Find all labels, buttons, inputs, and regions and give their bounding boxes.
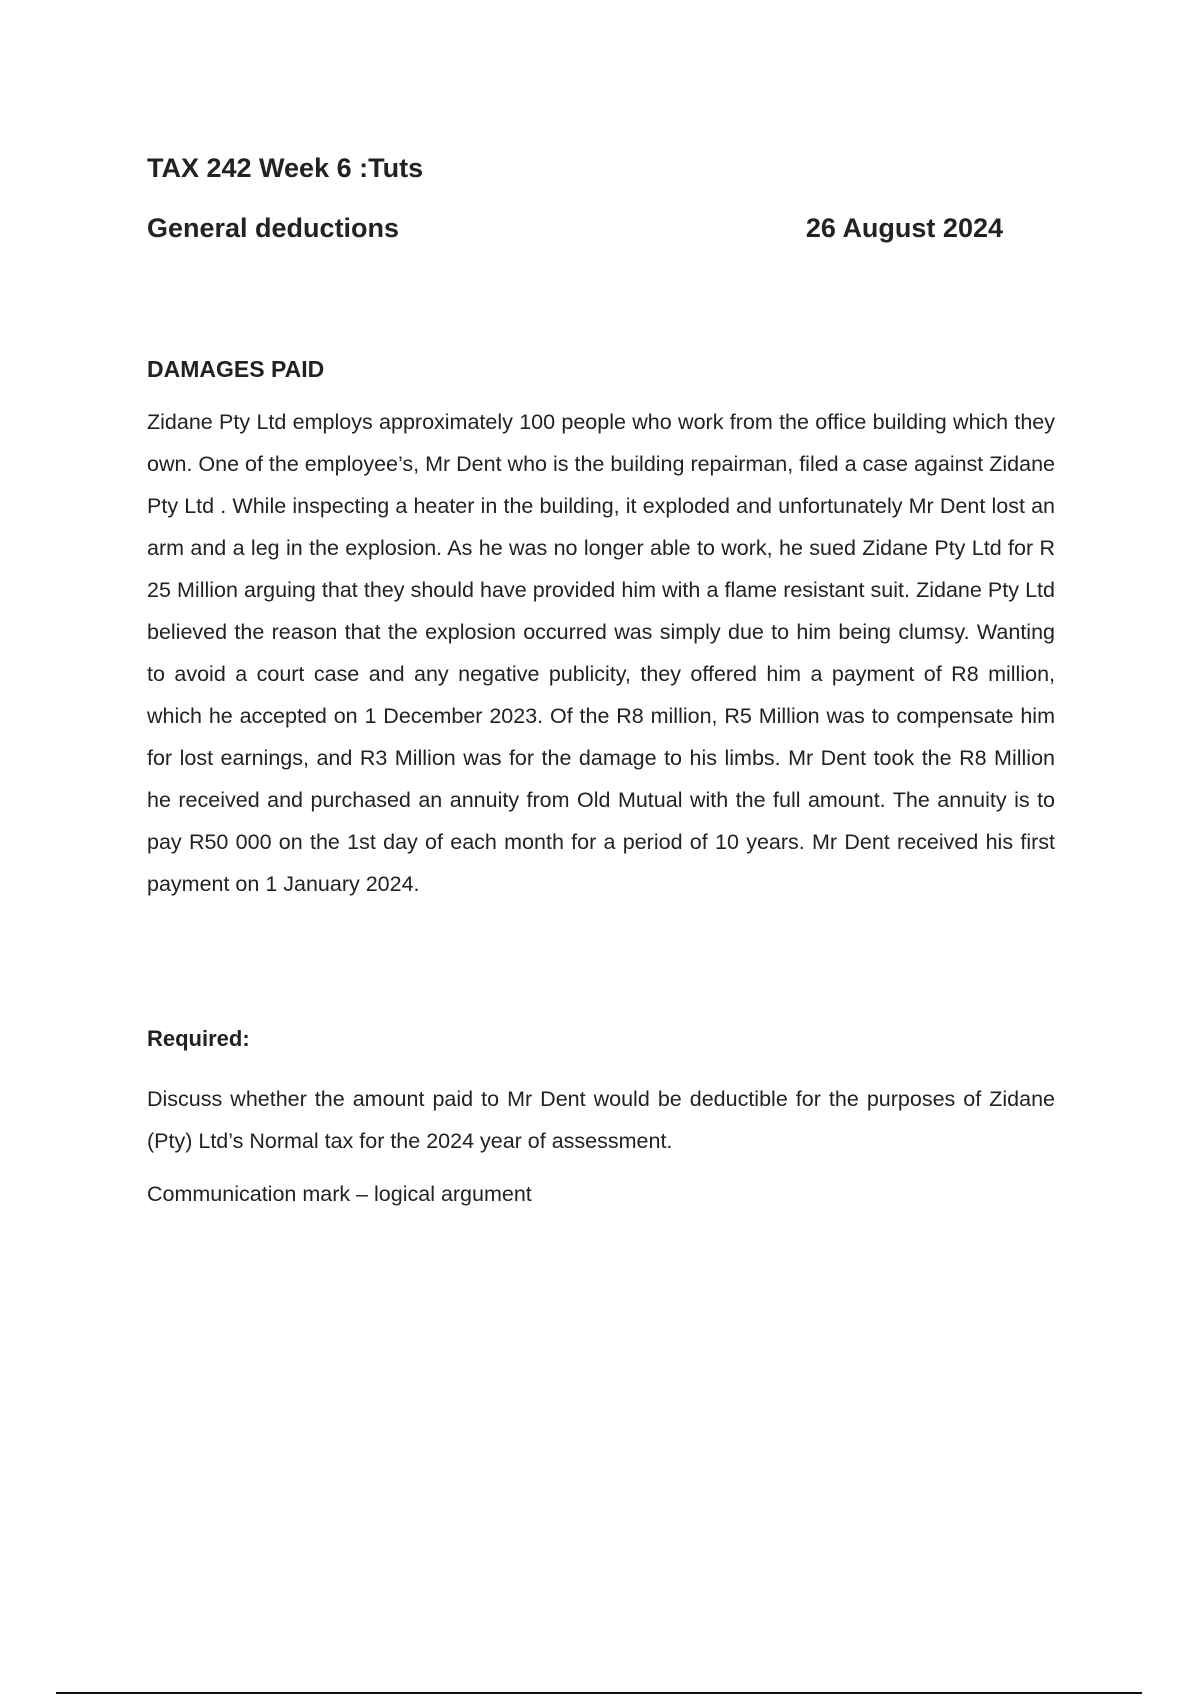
document-date: 26 August 2024 — [805, 213, 1003, 243]
communication-mark-note: Communication mark – logical argument — [147, 1182, 532, 1206]
footer-divider — [56, 1692, 1142, 1694]
subtitle-row — [147, 208, 1027, 248]
section-title: DAMAGES PAID — [147, 356, 325, 382]
course-title: TAX 242 Week 6 :Tuts — [147, 153, 424, 183]
required-label: Required: — [147, 1026, 250, 1051]
case-description: Zidane Pty Ltd employs approximately 100 people who work from the office building which they own. One of the employee’s, Mr Dent who is the building repairman, filed a case against Zidane Pty Ltd . While inspecting a heater in the building, it exploded and unfortunately Mr Dent lost an arm and a leg in the explosion. As he was no longer able to work, he sued Zidane Pty Ltd for R 25 Million arguing that they should have provided him with a flame resistant suit. Zidane Pty Ltd believed the reason that the explosion occurred was simply due to him being clumsy. Wanting to avoid a court case and any negative publicity, they offered him a payment of R8 million, which he accepted on 1 December 2023. Of the R8 million, R5 Million was to compensate him for lost earnings, and R3 Million was for the damage to his limbs. Mr Dent took the R8 Million he received and purchased an annuity from Old Mutual with the full amount. The annuity is to pay R50 000 on the 1st day of each month for a period of 10 years. Mr Dent received his first payment on 1 January 2024. — [147, 410, 1055, 896]
topic-title: General deductions — [147, 213, 400, 243]
document-header — [147, 148, 1027, 248]
required-question: Discuss whether the amount paid to Mr Dent would be deductible for the purposes of Zidane (Pty) Ltd’s Normal tax for the 2024 year of assessment. — [147, 1087, 1055, 1153]
